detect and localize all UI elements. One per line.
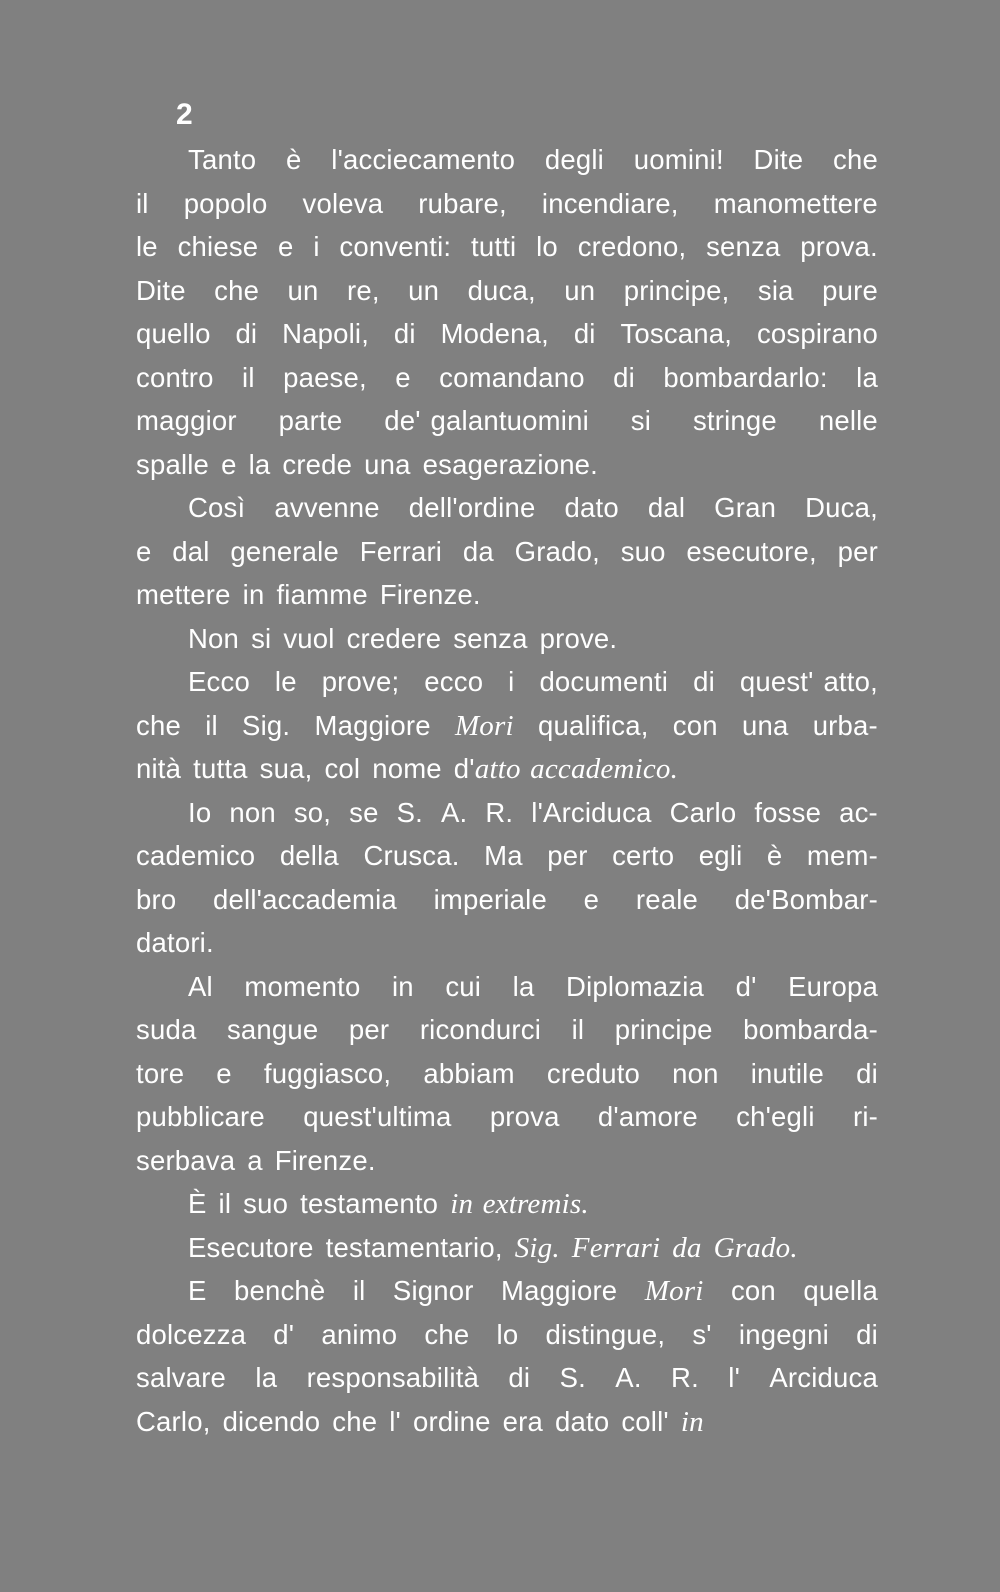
text-line: [136, 1226, 878, 1270]
word: inutile: [750, 1057, 824, 1089]
word: Diplomazia: [566, 970, 705, 1002]
text-line: [136, 965, 878, 1009]
word: in: [392, 970, 414, 1002]
word: ordine: [413, 1405, 491, 1437]
word: e: [278, 231, 294, 262]
word: de'Bombar-: [734, 883, 878, 915]
word: dell'ordine: [408, 492, 536, 523]
word: momento: [244, 970, 361, 1002]
word: a: [247, 1144, 263, 1176]
word: era: [502, 1405, 544, 1437]
word: chiese: [177, 231, 259, 262]
word: un: [287, 274, 319, 306]
word: S.: [559, 1362, 586, 1393]
word: con: [672, 709, 718, 741]
word: Napoli,: [282, 318, 370, 349]
word: nelle: [818, 405, 878, 436]
word: testamentario,: [325, 1231, 503, 1263]
word: dal: [172, 535, 210, 567]
word: Carlo,: [136, 1405, 211, 1437]
word: rubare,: [418, 187, 507, 219]
word: credono,: [577, 231, 687, 262]
text-line: [136, 356, 878, 400]
word: so,: [293, 796, 332, 828]
word: Gran: [714, 492, 777, 523]
word: benchè: [233, 1275, 326, 1306]
text-line: [136, 1095, 878, 1139]
text-line: [136, 1052, 878, 1096]
word: tutta: [193, 753, 248, 784]
text-line: [136, 617, 878, 661]
text-line: [136, 834, 878, 878]
word: pure: [822, 274, 878, 306]
text-line: [136, 530, 878, 574]
word: e: [136, 535, 152, 567]
word: lo: [496, 1318, 519, 1350]
word: Ma: [484, 840, 523, 871]
paragraph: [136, 965, 878, 1183]
word: egli: [698, 840, 743, 871]
word: Europa: [788, 970, 878, 1002]
word: in extremis.: [450, 1188, 589, 1220]
word: i: [313, 231, 320, 262]
word: avvenne: [274, 492, 380, 523]
word: È: [188, 1188, 207, 1219]
word: cademico: [136, 840, 256, 871]
word: d': [273, 1318, 295, 1350]
word: non: [672, 1057, 719, 1089]
word: distingue,: [545, 1318, 666, 1350]
word: sia: [757, 274, 794, 306]
paragraph: [136, 617, 878, 661]
word: si: [630, 405, 652, 436]
word: certo: [612, 840, 675, 871]
word: dell'accademia: [213, 883, 397, 915]
word: reale: [635, 883, 698, 915]
word: le: [274, 666, 297, 697]
paragraph: [136, 138, 878, 486]
word: col: [324, 753, 361, 784]
word: creduto: [546, 1057, 641, 1089]
word: di: [856, 1057, 878, 1089]
word: voleva: [302, 187, 384, 219]
word: Maggiore: [314, 709, 431, 741]
word: quest'ultima: [303, 1101, 452, 1132]
text-line: [136, 1356, 878, 1400]
word: dato: [564, 492, 619, 523]
word: che: [332, 1405, 378, 1437]
word: la: [856, 361, 878, 393]
word: una: [364, 448, 411, 480]
word: vuol: [283, 622, 335, 654]
body-text: [136, 138, 878, 1443]
word: di: [613, 361, 635, 393]
word: della: [279, 840, 339, 871]
word: ingegni: [738, 1318, 829, 1350]
word: documenti: [539, 666, 669, 697]
word: e: [395, 361, 411, 393]
word: per: [837, 535, 878, 567]
text-line: [136, 269, 878, 313]
word: cospirano: [756, 318, 878, 349]
word: dolcezza: [136, 1318, 247, 1350]
word: Grado.: [713, 1231, 798, 1264]
word: paese,: [283, 361, 367, 393]
word: di: [235, 318, 258, 349]
text-line: [136, 1008, 878, 1052]
word: mem-: [806, 840, 878, 871]
word: è: [766, 840, 783, 871]
word: Mori: [644, 1275, 704, 1307]
word: sua,: [259, 753, 313, 784]
word: la: [255, 1362, 278, 1393]
word: Ferrari: [571, 1231, 661, 1264]
word: Tanto: [188, 144, 257, 175]
word: contro: [136, 361, 214, 393]
word: prove.: [539, 622, 618, 654]
word: il: [571, 1014, 585, 1045]
text-line: [136, 225, 878, 269]
word: Signor: [392, 1275, 474, 1306]
word: Modena,: [440, 318, 549, 349]
word: incendiare,: [541, 187, 679, 219]
word: d': [735, 970, 757, 1002]
word: prove;: [321, 666, 400, 697]
word: d'amore: [597, 1101, 698, 1132]
paragraph: [136, 1182, 878, 1226]
word: Ecco: [188, 666, 250, 697]
word: d'atto accademico.: [453, 753, 679, 785]
word: Così: [188, 492, 246, 523]
text-line: [136, 747, 878, 791]
word: quello: [136, 318, 211, 349]
word: uomini!: [633, 144, 724, 175]
word: nome: [372, 753, 442, 784]
word: di: [573, 318, 596, 349]
word: per: [547, 840, 588, 871]
word: Crusca.: [363, 840, 460, 871]
word: ch'egli: [736, 1101, 815, 1132]
word: credere: [346, 622, 442, 654]
word: e: [221, 448, 237, 480]
word: suda: [136, 1014, 197, 1045]
word: in: [680, 1405, 704, 1438]
word: ac-: [839, 796, 878, 828]
word: conventi:: [339, 231, 452, 262]
word: Ferrari: [359, 535, 443, 567]
word: de' galantuomini: [384, 405, 589, 436]
word: che: [136, 709, 181, 741]
word: R.: [485, 796, 514, 828]
word: bombardarlo:: [663, 361, 828, 393]
word: Sig.: [242, 709, 291, 741]
word: una: [741, 709, 789, 741]
word: se: [349, 796, 379, 828]
word: esecutore,: [686, 535, 817, 567]
text-line: [136, 1400, 878, 1444]
word: il: [242, 361, 255, 393]
word: ecco: [424, 666, 484, 697]
word: coll': [621, 1405, 669, 1437]
word: senza: [453, 622, 528, 654]
word: il: [352, 1275, 366, 1306]
word: che: [424, 1318, 470, 1350]
text-line: [136, 921, 878, 965]
word: Non: [188, 622, 240, 654]
word: lo: [536, 231, 558, 262]
word: il: [136, 187, 149, 219]
word: le: [136, 231, 158, 262]
text-line: [136, 1269, 878, 1313]
word: un: [408, 274, 440, 306]
word: bro: [136, 883, 177, 915]
text-line: [136, 1139, 878, 1183]
word: con: [730, 1275, 776, 1306]
word: Dite: [753, 144, 804, 175]
word: abbiam: [423, 1057, 515, 1089]
text-line: [136, 1182, 878, 1226]
text-line: [136, 486, 878, 530]
word: nità: [136, 753, 182, 784]
word: da: [672, 1231, 702, 1264]
word: l'acciecamento: [331, 144, 516, 175]
word: crede: [282, 448, 353, 480]
word: re,: [346, 274, 380, 306]
page-number: 2: [176, 98, 193, 131]
paragraph: [136, 1269, 878, 1443]
word: testamento: [300, 1188, 439, 1219]
word: qualifica,: [538, 709, 649, 741]
word: urba-: [812, 709, 878, 741]
word: per: [348, 1014, 390, 1045]
word: Al: [188, 970, 213, 1002]
word: si: [251, 622, 272, 654]
word: Sig.: [514, 1231, 560, 1264]
word: pubblicare: [136, 1101, 265, 1132]
word: il: [205, 709, 218, 741]
word: parte: [278, 405, 343, 436]
paragraph: [136, 486, 878, 617]
text-line: [136, 878, 878, 922]
word: principe: [614, 1014, 713, 1045]
word: e: [583, 883, 600, 915]
word: R.: [671, 1362, 699, 1393]
word: dicendo: [222, 1405, 321, 1437]
word: mettere: [136, 579, 231, 610]
word: sangue: [226, 1014, 319, 1045]
word: l'Arciduca: [531, 796, 652, 828]
word: la: [512, 970, 535, 1002]
word: prova: [489, 1101, 560, 1132]
text-line: [136, 312, 878, 356]
word: ri-: [852, 1101, 878, 1132]
word: responsabilità: [306, 1362, 480, 1393]
word: l': [728, 1362, 741, 1393]
word: Carlo: [669, 796, 737, 828]
word: che: [833, 144, 878, 175]
word: in: [242, 579, 265, 610]
word: tutti: [471, 231, 517, 262]
word: Duca,: [805, 492, 878, 523]
paragraph: [136, 791, 878, 965]
word: e: [216, 1057, 232, 1089]
word: duca,: [467, 274, 536, 306]
word: salvare: [136, 1362, 227, 1393]
word: animo: [321, 1318, 398, 1350]
word: popolo: [183, 187, 268, 219]
text-line: [136, 138, 878, 182]
text-line: [136, 399, 878, 443]
word: tore: [136, 1057, 185, 1089]
word: cui: [445, 970, 482, 1002]
text-line: [136, 182, 878, 226]
word: senza: [706, 231, 781, 262]
text-line: [136, 573, 878, 617]
word: Arciduca: [769, 1362, 878, 1393]
word: di: [856, 1318, 878, 1350]
word: manomettere: [713, 187, 878, 219]
word: S.: [396, 796, 423, 828]
word: bombarda-: [743, 1014, 878, 1045]
word: A.: [440, 796, 468, 828]
word: l': [389, 1405, 402, 1437]
word: Firenze.: [274, 1144, 376, 1176]
word: fiamme: [276, 579, 368, 610]
word: principe,: [623, 274, 730, 306]
word: ricondurci: [419, 1014, 542, 1045]
word: spalle: [136, 448, 210, 480]
word: Toscana,: [620, 318, 733, 349]
word: dal: [647, 492, 686, 523]
word: è: [286, 144, 302, 175]
text-line: [136, 443, 878, 487]
text-line: [136, 791, 878, 835]
word: di: [508, 1362, 531, 1393]
word: Esecutore: [188, 1231, 314, 1263]
word: fuggiasco,: [263, 1057, 392, 1089]
word: i: [508, 666, 515, 697]
word: Maggiore: [501, 1275, 618, 1306]
word: Firenze.: [379, 579, 481, 610]
word: la: [248, 448, 271, 480]
word: maggior: [136, 405, 237, 436]
word: Io: [188, 796, 212, 828]
text-line: [136, 660, 878, 704]
text-line: [136, 1313, 878, 1357]
word: quest' atto,: [739, 666, 878, 697]
paragraph: [136, 660, 878, 791]
word: suo: [243, 1188, 289, 1219]
word: suo: [620, 535, 666, 567]
word: datori.: [136, 927, 214, 958]
word: un: [564, 274, 596, 306]
word: di: [393, 318, 416, 349]
word: di: [693, 666, 715, 697]
word: prova.: [800, 231, 878, 262]
word: Dite: [136, 274, 186, 306]
word: Grado,: [514, 535, 600, 567]
word: da: [462, 535, 494, 567]
word: non: [229, 796, 276, 828]
paragraph: [136, 1226, 878, 1270]
word: stringe: [692, 405, 777, 436]
word: fosse: [754, 796, 822, 828]
text-line: [136, 704, 878, 748]
word: generale: [230, 535, 339, 567]
word: dato: [555, 1405, 610, 1437]
word: Mori: [454, 709, 514, 742]
word: comandano: [439, 361, 585, 393]
word: imperiale: [433, 883, 547, 915]
word: il: [218, 1188, 232, 1219]
word: E: [188, 1275, 207, 1306]
word: serbava: [136, 1144, 236, 1176]
word: esagerazione.: [422, 448, 599, 480]
word: s': [692, 1318, 712, 1350]
word: degli: [544, 144, 604, 175]
word: A.: [615, 1362, 642, 1393]
word: che: [214, 274, 260, 306]
word: quella: [803, 1275, 878, 1306]
